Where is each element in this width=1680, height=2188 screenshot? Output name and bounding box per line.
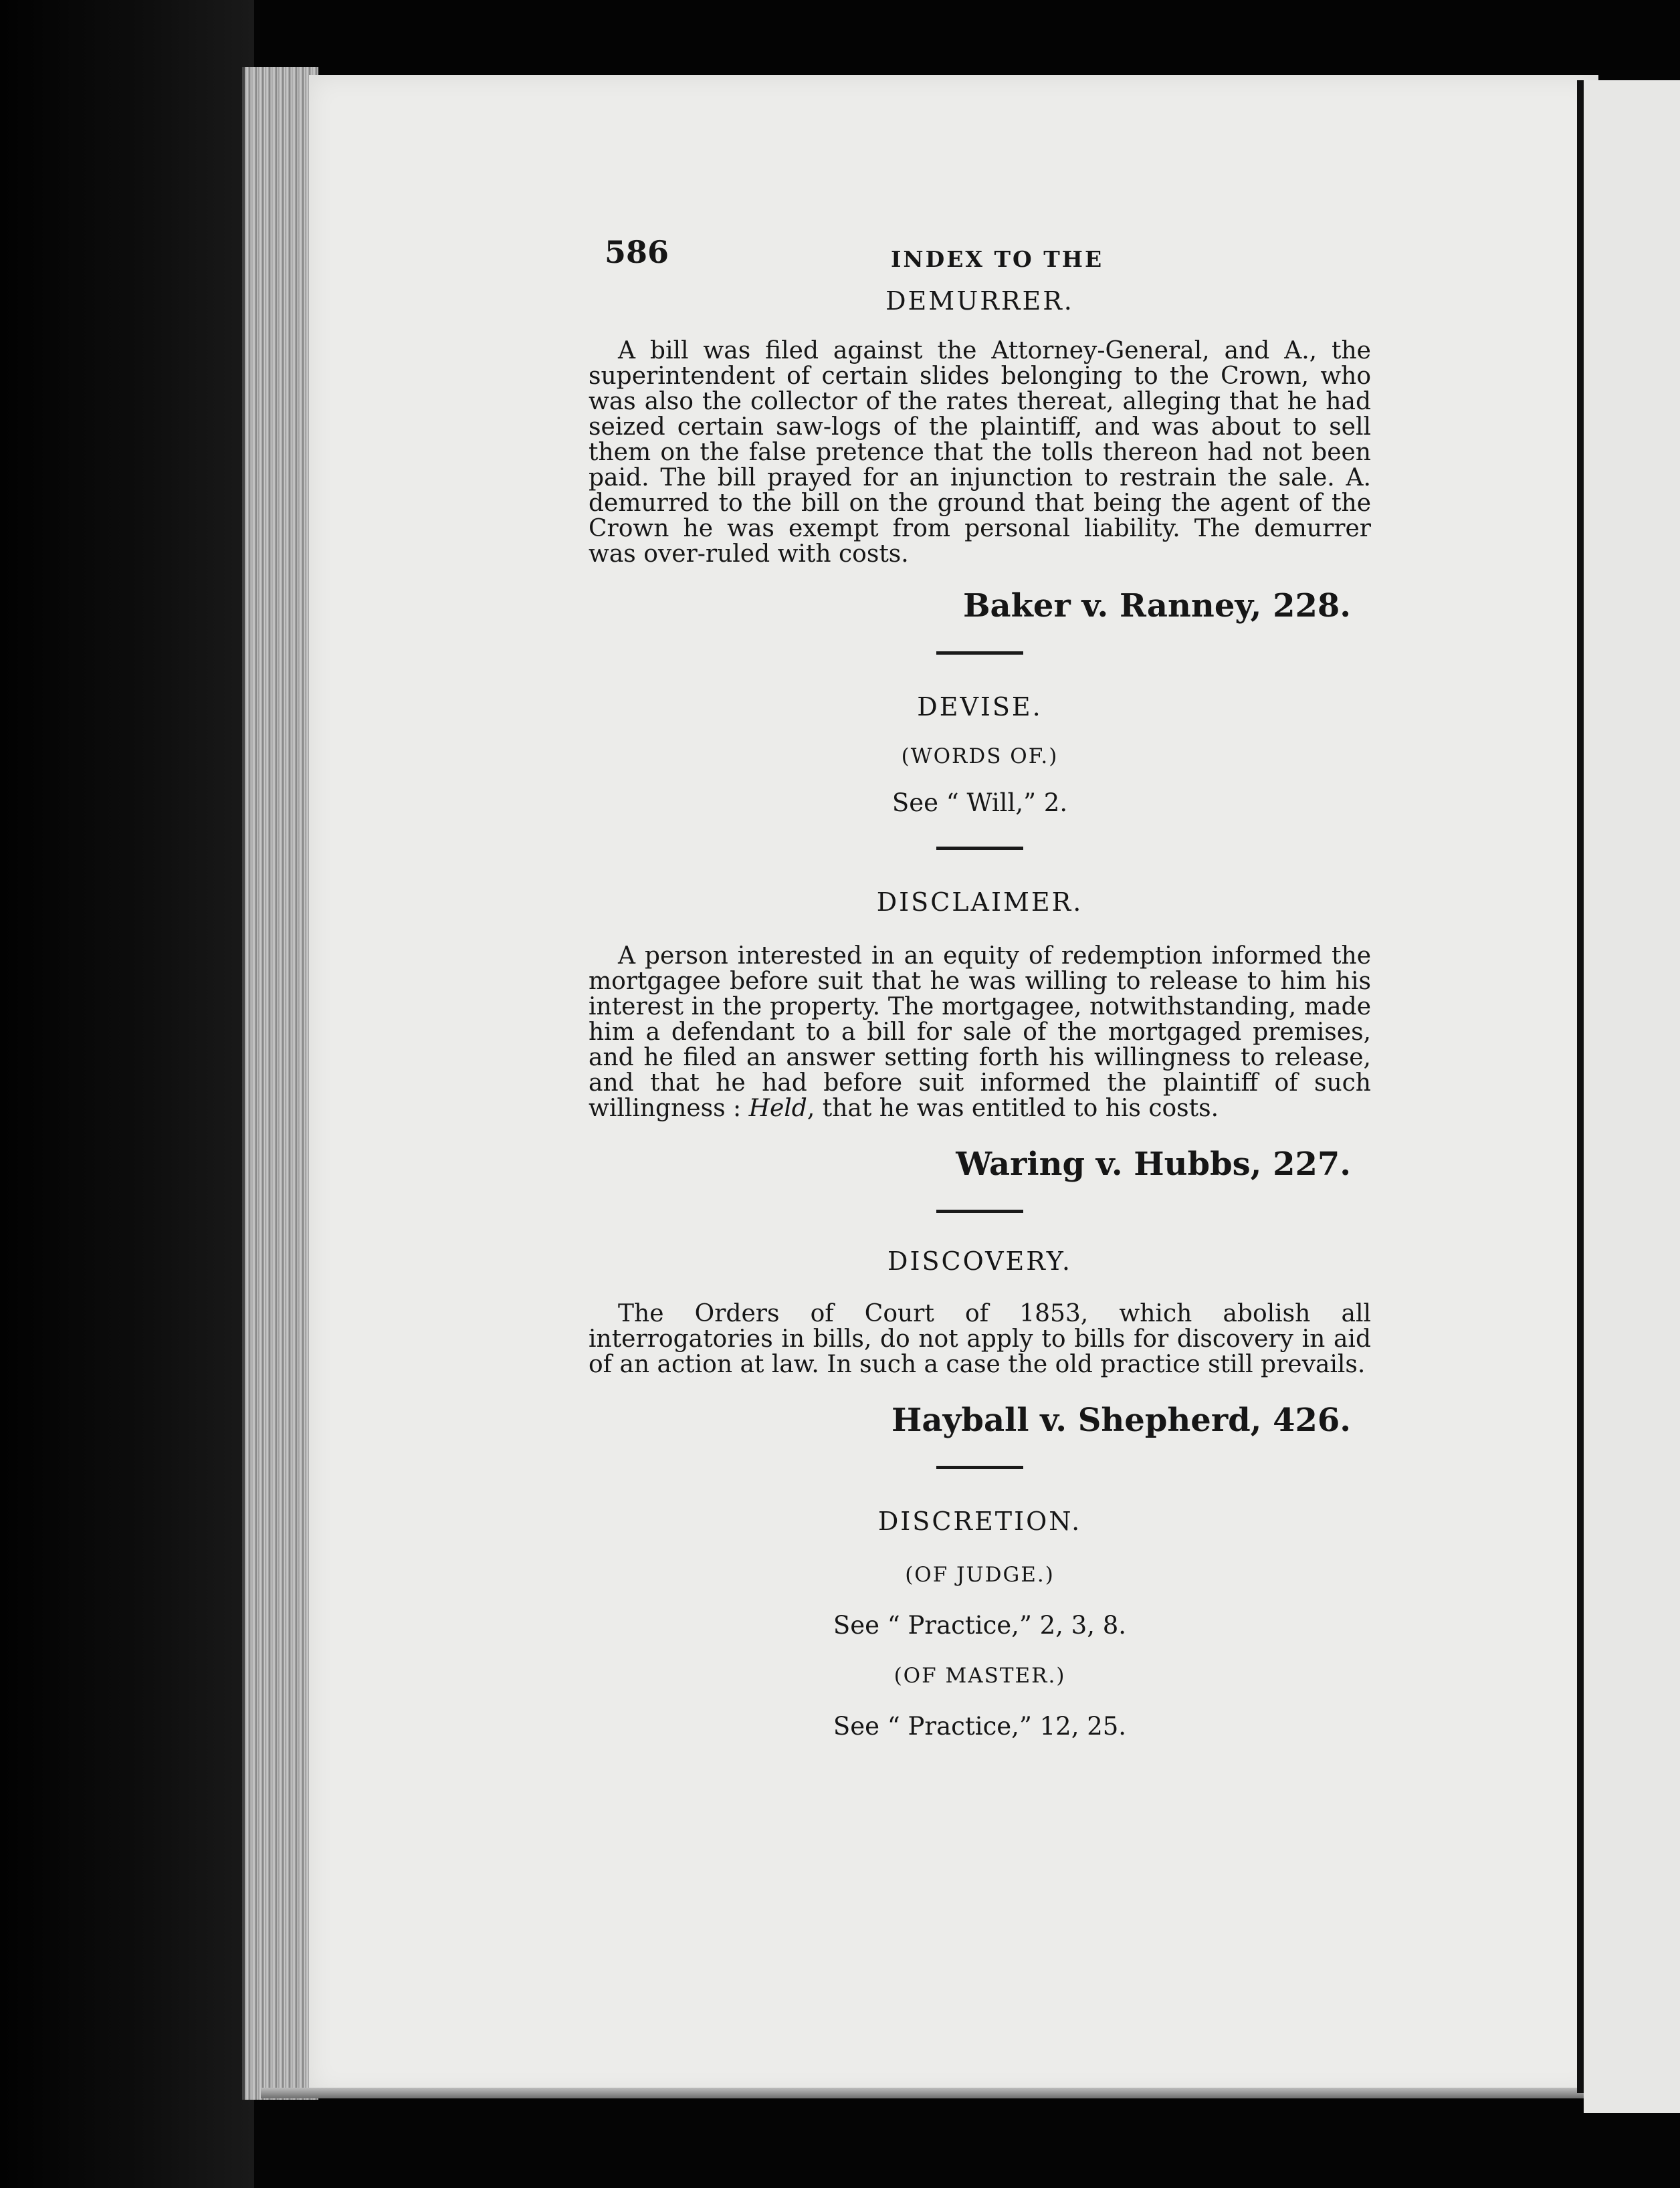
cross-reference-practice-master: See “ Practice,” 12, 25. [833,1712,1127,1741]
entry-qualifier-of-master: (OF MASTER.) [894,1664,1066,1688]
facing-page-edge [1584,80,1680,2113]
section-divider [936,1466,1023,1469]
entry-paragraph-disclaimer [589,944,1371,1121]
entry-heading-devise: DEVISE. [917,692,1043,722]
case-citation-waring-v-hubbs: Waring v. Hubbs, 227. [956,1145,1351,1183]
case-citation-baker-v-ranney: Baker v. Ranney, 228. [962,587,1351,625]
disclaimer-text: A person interested in an equity of redemption informed the mortgagee before suit that he was willing to release to him his interest in the property. The mortgagee, notwithstanding, made him a defendant to a bill for sale of the mortgaged premises, and he filed an answer setting forth his willingness to release, and that he had before suit informed the plaintiff of such willingness : [589,942,1371,1122]
section-divider [936,847,1023,850]
page-gutter-line [1577,80,1584,2093]
held-text: , that he was entitled to his costs. [807,1095,1219,1122]
running-head [589,221,1371,274]
page-bottom-edge [261,2088,1598,2098]
entry-heading-discovery: DISCOVERY. [887,1246,1072,1276]
page-number: 586 [605,234,669,270]
running-title: INDEX TO THE [891,246,1104,272]
entry-qualifier-of-judge: (OF JUDGE.) [905,1563,1055,1587]
scan-top-border [254,0,1680,70]
case-citation-hayball-v-shepherd: Hayball v. Shepherd, 426. [891,1402,1351,1439]
cross-reference-practice-judge: See “ Practice,” 2, 3, 8. [833,1611,1127,1640]
entry-paragraph-discovery: The Orders of Court of 1853, which abolish all interrogatories in bills, do not apply to bills for discovery in aid of an action at law. In such a case the old practice still prevails. [589,1300,1371,1378]
entry-paragraph-demurrer: A bill was filed against the Attorney-General, and A., the superintendent of certain slides belonging to the Crown, who was also the collector of the rates thereat, alleging that he had seized certain saw-logs of the plaintiff, and was about to sell them on the false pretence that the tolls thereon had not been paid. The bill prayed for an injunction to restrain the sale. A. demurred to the bill on the ground that being the agent of the Crown he was exempt from personal liability. The demurrer was over-ruled with costs. [589,337,1371,568]
entry-heading-disclaimer: DISCLAIMER. [876,887,1083,917]
section-divider [936,1210,1023,1213]
entry-qualifier-words-of: (WORDS OF.) [901,744,1059,768]
cross-reference-will: See “ Will,” 2. [891,788,1068,817]
entry-heading-demurrer: DEMURRER. [885,286,1074,316]
page-edges [242,67,318,2100]
book-spine-shadow [0,0,254,2188]
section-divider [936,651,1023,655]
entry-heading-discretion: DISCRETION. [877,1507,1082,1536]
page-content [589,221,1371,1741]
held-word: Held [748,1095,807,1122]
